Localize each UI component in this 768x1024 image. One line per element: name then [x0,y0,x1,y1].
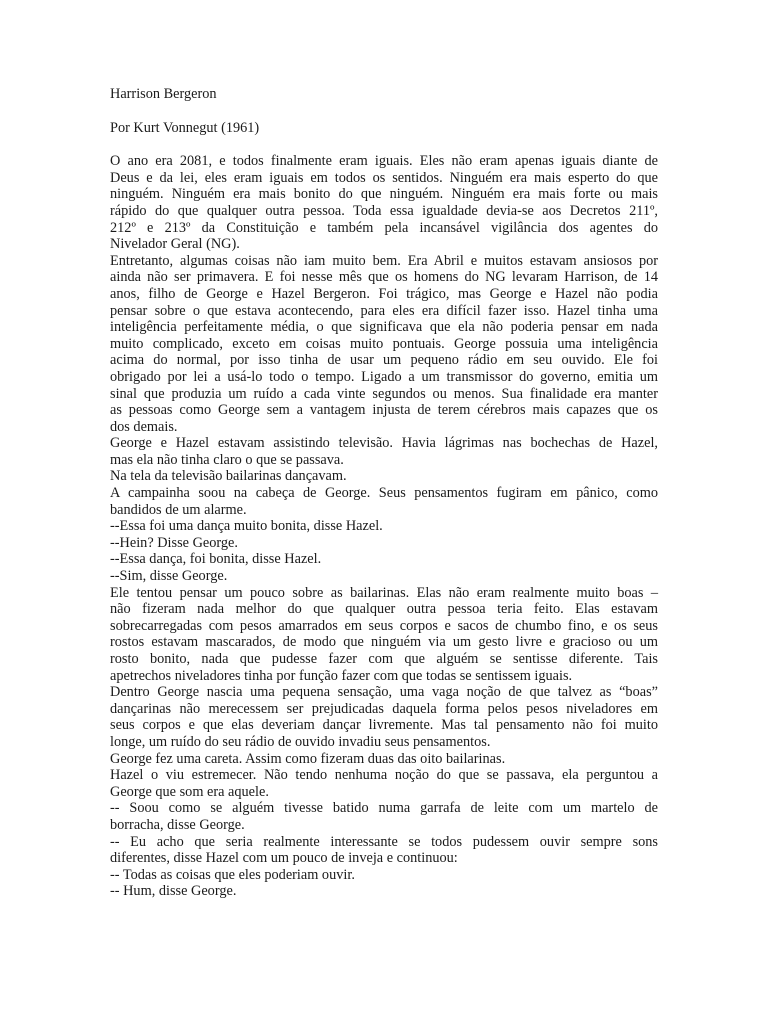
text-line: Entretanto, algumas coisas não iam muito bem. Era Abril e muitos estavam ansiosos por [110,252,658,269]
text-line: Hazel o viu estremecer. Não tendo nenhuma noção do que se passava, ela perguntou a [110,767,658,784]
text-line: anos, filho de George e Hazel Bergeron. Foi trágico, mas George e Hazel não podia [110,285,658,302]
text-line: Dentro George nascia uma pequena sensação, uma vaga noção de que talvez as “boas” [110,684,658,701]
text-line: rosto bonito, nada que pudesse fazer com que alguém se sentisse diferente. Tais [110,651,658,667]
text-line: --Essa dança, foi bonita, disse Hazel. [110,551,322,568]
text-line: dos demais. [110,418,178,435]
text-line: mas ela não tinha claro o que se passava. [110,451,344,468]
text-line: Deus e da lei, eles eram iguais em todos os sentidos. Ninguém era mais esperto do que [110,169,658,186]
text-line: acima do normal, por isso tinha de usar um pequeno rádio em seu ouvido. Ele foi [110,352,658,369]
text-line: rostos estavam mascarados, de modo que ninguém via um gesto livre e gracioso ou um [110,634,658,651]
text-line: George e Hazel estavam assistindo televisão. Havia lágrimas nas bochechas de Hazel, [110,435,658,452]
text-line: Na tela da televisão bailarinas dançavam. [110,468,347,485]
text-line: sinal que produzia um ruído a cada vinte segundos ou menos. Sua finalidade era manter [110,385,658,402]
text-line: seus corpos e que elas deveriam dançar livremente. Mas tal pensamento não foi muito [110,717,658,734]
text-line: ainda não ser primavera. E foi nesse mês que os homens do NG levaram Harrison, de 14 [110,269,658,286]
text-line: sobrecarregadas com pesos amarrados em seus corpos e sacos de chumbo fino, e os seus [110,617,658,634]
text-line: 212º e 213º da Constituição e também pela incansável vigilância dos agentes do [110,219,658,236]
text-line: George fez uma careta. Assim como fizeram duas das oito bailarinas. [110,750,506,767]
text-line: pensar sobre o que estava acontecendo, para eles era difícil fazer isso. Hazel tinha uma [110,302,658,319]
text-line: --Sim, disse George. [110,568,228,585]
text-line: ninguém. Ninguém era mais bonito do que ninguém. Ninguém era mais forte ou mais [110,186,658,203]
text-line: --Hein? Disse George. [110,534,238,551]
text-line: O ano era 2081, e todos finalmente eram iguais. Eles não eram apenas iguais diante de [110,153,658,170]
text-line: bandidos de um alarme. [110,501,247,518]
text-line: Ele tentou pensar um pouco sobre as bailarinas. Elas não eram realmente muito boas – [110,584,658,601]
text-line: A campainha soou na cabeça de George. Seus pensamentos fugiram em pânico, como [110,485,658,502]
text-line: rápido do que qualquer outra pessoa. Toda essa igualdade devia-se aos Decretos 211º, [110,202,658,219]
text-line: -- Soou como se alguém tivesse batido numa garrafa de leite com um martelo de [110,800,658,817]
text-line: longe, um ruído do seu rádio de ouvido invadiu seus pensamentos. [110,733,491,750]
text-line: diferentes, disse Hazel com um pouco de inveja e continuou: [110,850,458,867]
text-line: -- Hum, disse George. [110,883,237,900]
document-title: Harrison Bergeron [110,86,217,102]
text-line: apetrechos niveladores tinha por função fazer com que todas se sentissem iguais. [110,667,573,684]
text-line: -- Eu acho que seria realmente interessante se todos pudessem ouvir sempre sons [110,833,658,850]
document-page [110,86,658,900]
text-line: -- Todas as coisas que eles poderiam ouvir. [110,866,355,883]
text-line: borracha, disse George. [110,816,245,833]
text-line: as pessoas como George sem a vantagem injusta de terem cérebros mais capazes que os [110,402,658,419]
text-line: Nivelador Geral (NG). [110,236,240,253]
text-line: dançarinas não merecessem ser prejudicadas daquela forma pelos pesos niveladores em [110,700,658,717]
document-author: Por Kurt Vonnegut (1961) [110,119,260,136]
text-line: inteligência perfeitamente média, o que significava que ela não poderia pensar em nada [110,319,658,336]
text-line: não fizeram nada melhor do que qualquer outra pessoa teria feito. Elas estavam [110,601,658,618]
document-body [110,153,658,900]
text-line: obrigado por lei a usá-lo todo o tempo. Ligado a um transmissor do governo, emitia um [110,368,658,385]
text-line: George que som era aquele. [110,783,269,800]
text-line: --Essa foi uma dança muito bonita, disse Hazel. [110,518,383,535]
text-line: muito complicado, exceto em coisas muito pontuais. George possuia uma inteligência [110,335,658,352]
